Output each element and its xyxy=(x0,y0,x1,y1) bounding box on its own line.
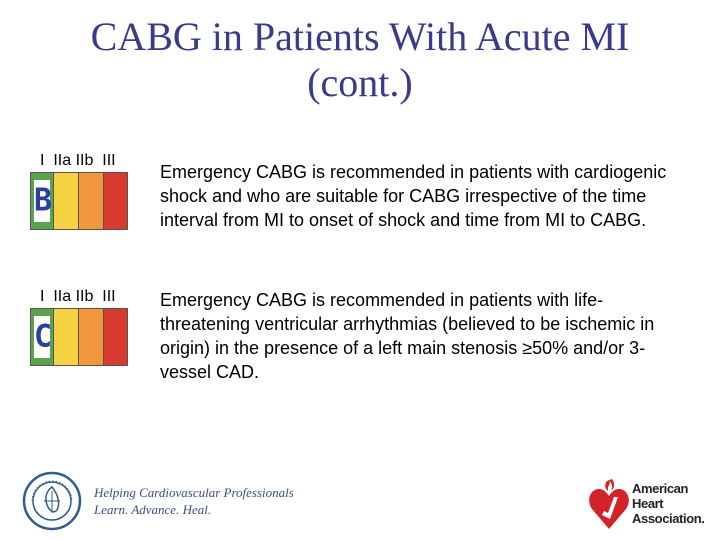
class-IIa-cell xyxy=(54,309,79,365)
aha-heart-torch-icon xyxy=(588,475,630,531)
class-header: I IIa IIb III xyxy=(40,152,116,169)
aha-line-2: Heart xyxy=(632,495,664,511)
class-IIa-cell xyxy=(54,173,79,229)
class-IIb-cell xyxy=(79,309,104,365)
acc-seal-icon xyxy=(22,471,82,531)
class-III-cell xyxy=(104,309,127,365)
recommendation-text: Emergency CABG is recommended in patients with cardiogenic shock and who are suitable for CABG irrespective of the time interval from MI to onset of shock and time from MI to CABG. xyxy=(160,162,667,230)
recommendation-text: Emergency CABG is recommended in patients with life-threatening ventricular arrhythmias (believed to be ischemic in origin) in the presence of a left main stenosis ≥50% and/or 3-vessel CAD. xyxy=(160,290,655,382)
tagline-line-2: Learn. Advance. Heal. xyxy=(94,502,212,517)
aha-line-3: Association. xyxy=(632,510,705,526)
level-of-evidence-badge: B xyxy=(34,180,50,222)
class-of-recommendation-box xyxy=(30,172,128,230)
aha-line-1: American xyxy=(632,480,689,496)
title-line-1: CABG in Patients With Acute MI xyxy=(90,14,630,59)
class-header: I IIa IIb III xyxy=(40,288,116,305)
tagline-line-1: Helping Cardiovascular Professionals xyxy=(94,485,294,500)
aha-branding xyxy=(588,476,705,530)
level-of-evidence-badge: C xyxy=(34,316,50,358)
class-I-cell xyxy=(31,309,54,365)
acc-branding xyxy=(22,470,294,532)
class-IIb-cell xyxy=(79,173,104,229)
class-I-cell xyxy=(31,173,54,229)
aha-wordmark xyxy=(632,481,705,526)
slide-title xyxy=(0,14,720,106)
class-III-cell xyxy=(104,173,127,229)
title-line-2: (cont.) xyxy=(307,60,413,105)
class-of-recommendation-box xyxy=(30,308,128,366)
acc-tagline xyxy=(94,484,294,518)
